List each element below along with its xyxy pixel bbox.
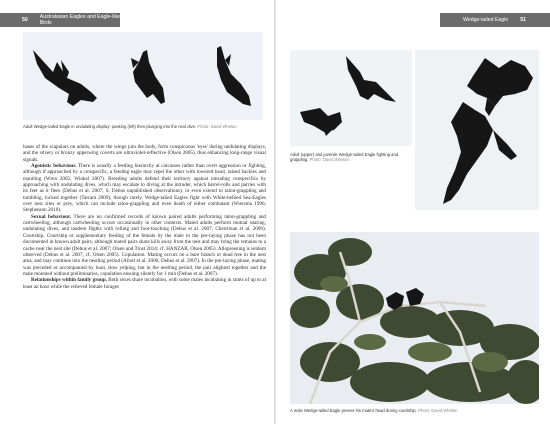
paragraph-text: Both sexes share incubation, with some males incubating in stints of up to at least an hour while the relieved female forages <box>23 277 267 290</box>
paragraph-text: bases of the scapulars on adults, where the wings join the body, form conspicuous 'eyes' during undulating displays, and the silvery or bronzy upperwing coverts are ultraviolet-reflective (Olsen 2005), thus enhancing long-range visual signals. <box>23 144 266 163</box>
eagles-fighting-photo-small <box>290 50 412 146</box>
eagle-dive-photo-3 <box>183 32 263 120</box>
paragraph-heading: Sexual behaviour. <box>31 213 72 220</box>
photo-credit: Photo: David Whelan <box>309 157 349 163</box>
eagle-dive-photo-2 <box>103 32 183 120</box>
right-running-head: Wedge-tailed Eagle <box>463 17 509 23</box>
photo-credit: Photo: David Whelan <box>197 124 237 129</box>
paragraph-text: There are no confirmed records of known paired adults performing talon-grappling and cartwheeling, although cartwheeling occurs occasionally in other contexts. Mated adults perform mutual soaring, undulating dives, and tandem flights with rolling and foot-touching (Debus et al. 2007; Cherriman et al. 2009). Courtship. Courtship or supplementary feeding of the female by the male in the pre-laying phase has not been documented in known adult pairs, although mated pairs share kills away from the nest and may bring the remains to a cache near the nest site (Debus et al. 2007; Olsen and Trost 2014; cf. HANZAB, Olsen 2005). Allopreening is seldom observed (Debus et al. 2007, cf. Olsen 2005). Copulation. Mating occurs on a bare branch or dead tree in the nest area, and may continue into the nestling period (Allott et al. 2006; Debus et al. 2007). In the pre-laying phase, mating was preceded or accompanied by loud, slow yelping, but in the nestling period, the pair alighted together and the male mounted without preliminaries, copulation ensuing silently for 1 min (Debus et al. 2007). <box>23 213 266 277</box>
right-page <box>276 0 550 424</box>
right-running-header <box>440 13 550 27</box>
paragraph-text: There is usually a feeding hierarchy at carcasses rather than overt aggression or fighting, although if approached by a conspecific, a feeding eagle may repel the other with lowered head, raised hackles and mantling (Wren 2005; Winkel 2007). Breeding adults defend their territory against intruding conspecifics by approaching with undulating dives, which may escalate to diving at the intruder, which barrel-rolls and parries with its feet as it flees (Debus et al. 2007; S. Debus unpublished observations), or even extend to talon-grappling and tumbling, locked together (Tarrant 2009), though rarely. Wedge-tailed Eagles fight with White-bellied Sea-Eagles over nest sites or prey, which can include talon-grappling and even death of either combatant (Wiersma 1996; Stephenson 2010). <box>23 163 266 214</box>
fighting-photo-caption <box>290 152 412 162</box>
left-page-number: 50 <box>22 17 28 23</box>
paragraph <box>23 144 266 163</box>
paragraph <box>23 277 266 290</box>
paragraph <box>23 214 266 277</box>
eagle-dive-photo-1 <box>23 32 103 120</box>
caption-text: Adult Wedge-tailed Eagle in undulating display: peaking (left) then plunging into the next dive. <box>23 124 197 129</box>
paragraph-heading: Relationships within family group. <box>31 277 107 284</box>
caption-text: A male Wedge-tailed Eagle preens his mate's head during courtship. <box>290 408 417 413</box>
paragraph <box>23 163 266 214</box>
eagles-in-tree-photo <box>290 232 539 404</box>
left-page <box>0 0 274 424</box>
paragraph-heading: Agonistic behaviour. <box>31 163 77 170</box>
photo-credit: Photo: David Whelan <box>418 408 458 413</box>
eagles-talon-grappling-photo <box>415 50 539 210</box>
dive-sequence-photos <box>23 32 263 120</box>
left-running-header <box>0 13 120 27</box>
main-body-text <box>23 144 266 290</box>
caption-text: Adult (upper) and juvenile Wedge-tailed Eagle fighting and grappling. <box>290 152 399 163</box>
left-running-head: Australasian Eagles and Eagle-like Birds <box>39 14 120 26</box>
dive-sequence-caption <box>23 124 263 129</box>
right-page-number: 51 <box>520 17 526 23</box>
tree-photo-caption <box>290 408 539 413</box>
